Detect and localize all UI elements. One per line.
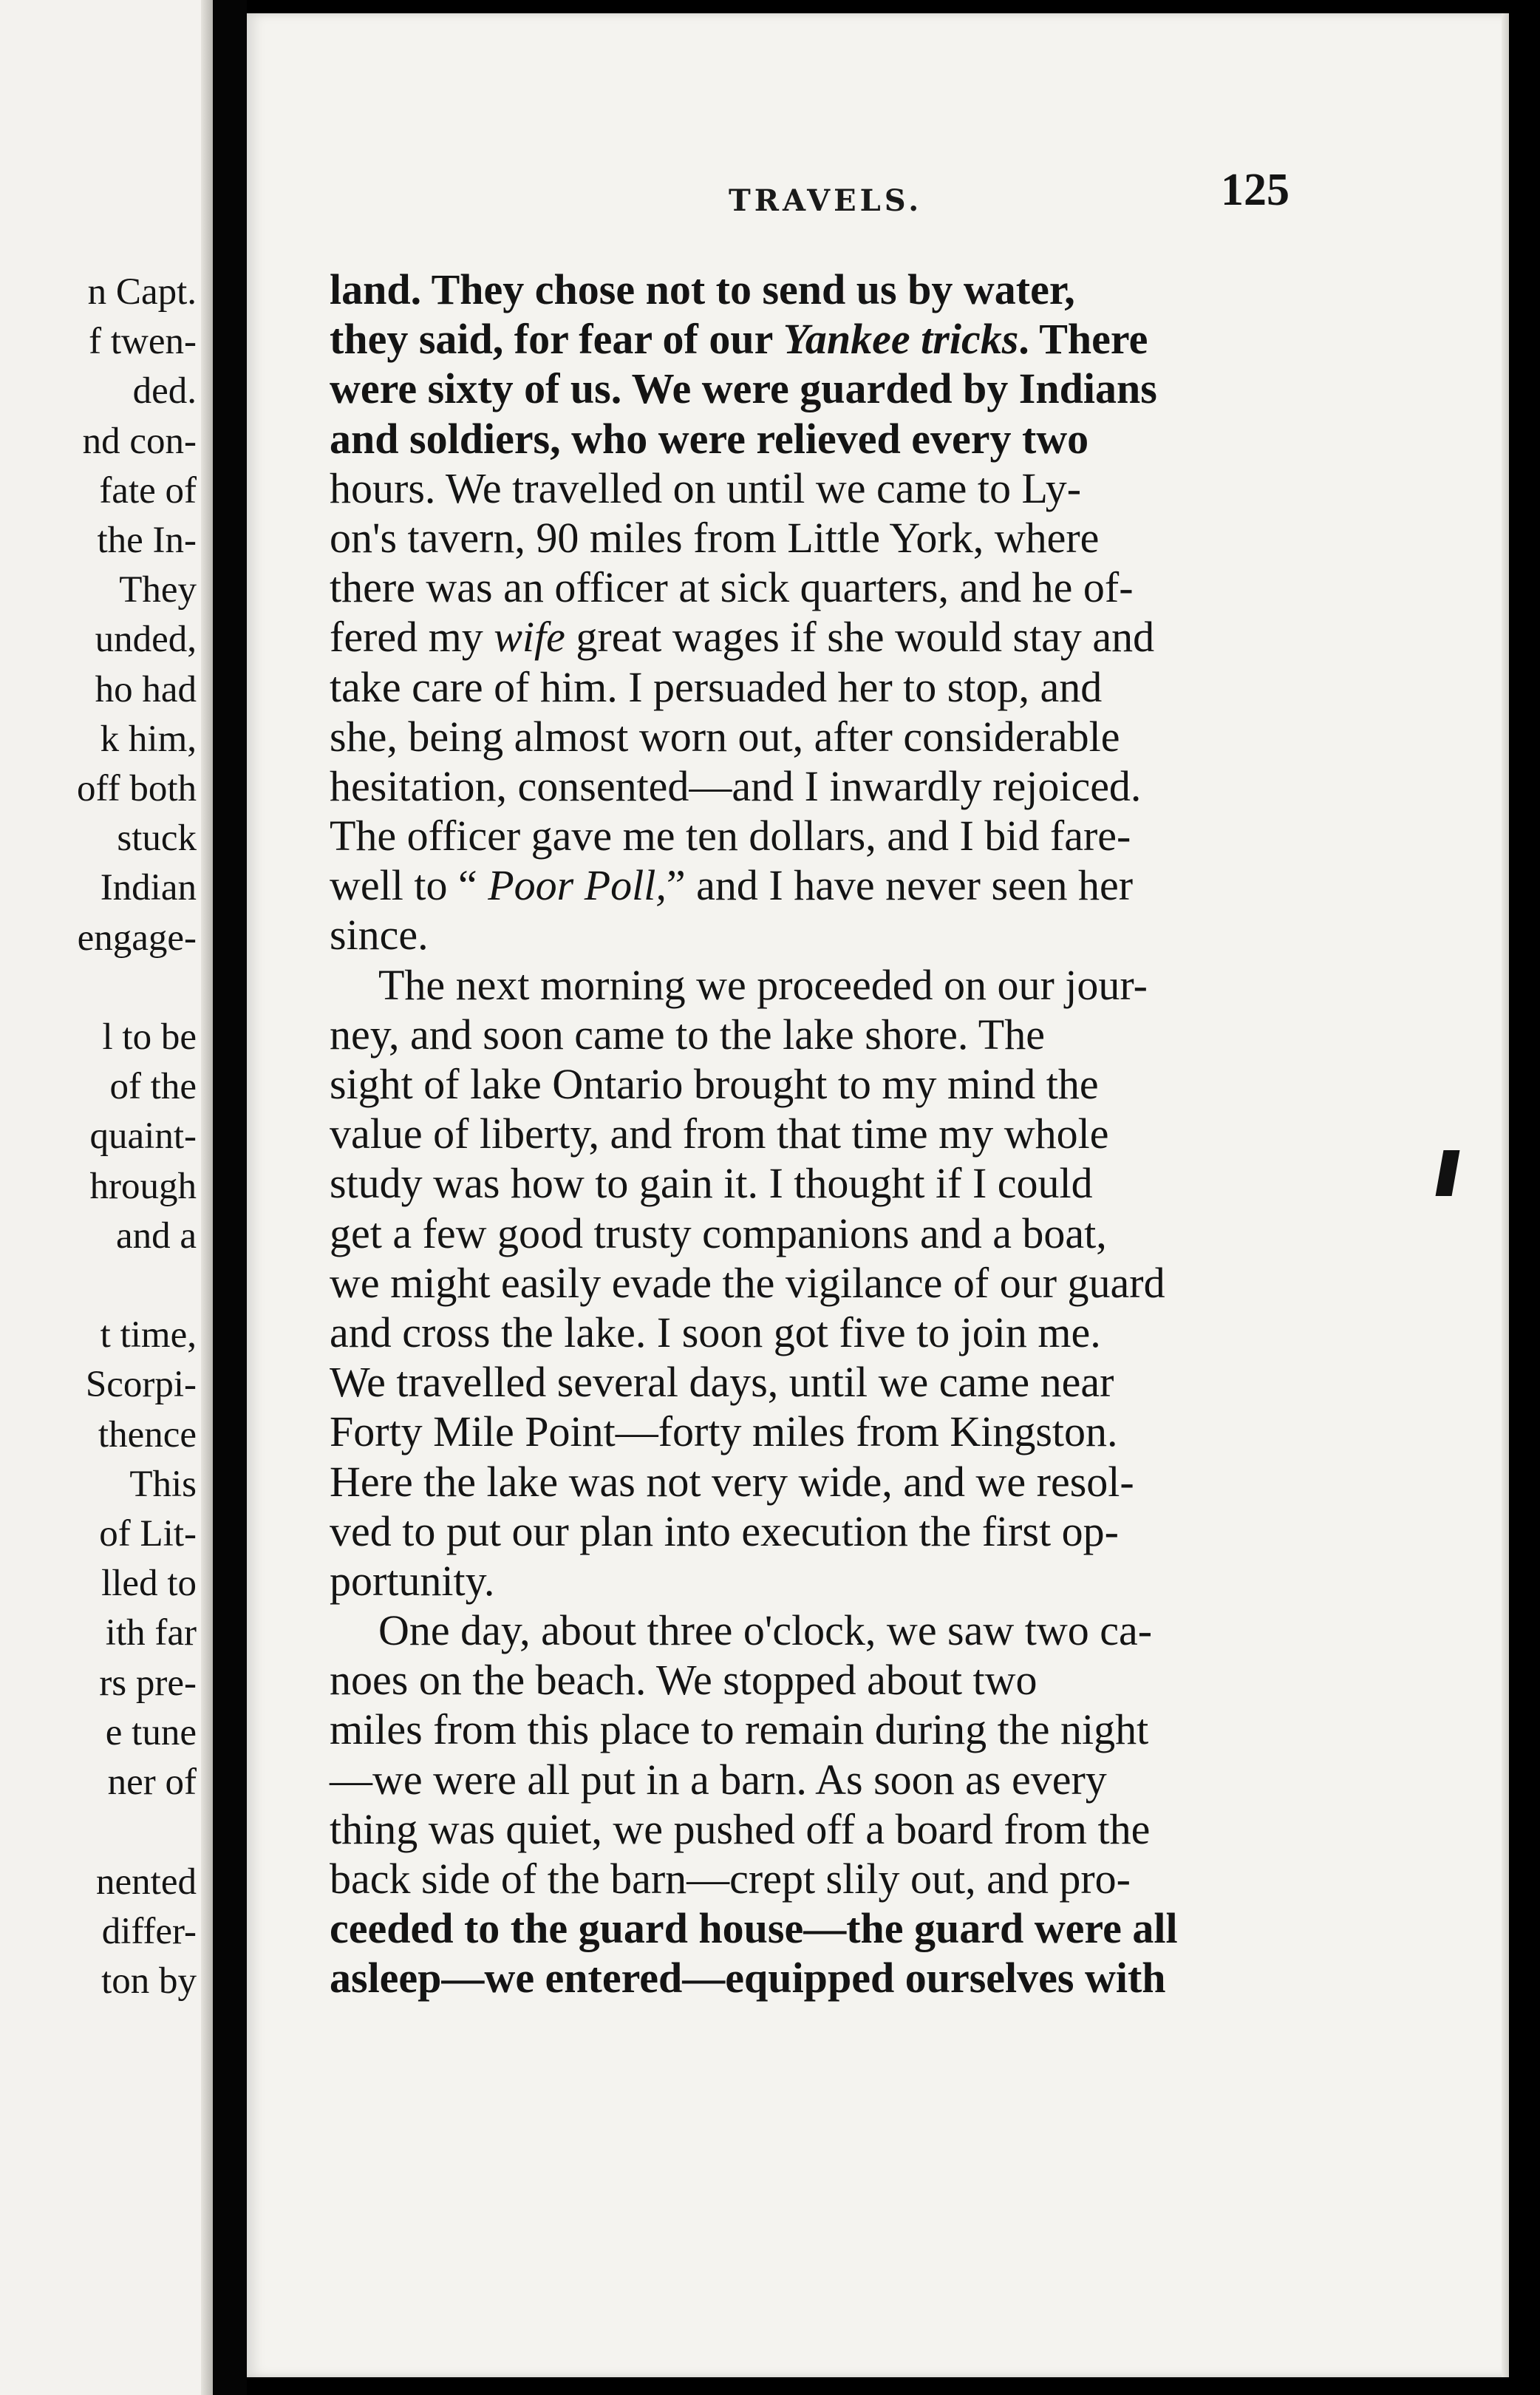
- page-number: 125: [1221, 165, 1289, 215]
- text-line: hesitation, consented—and I inwardly rejoiced.: [330, 761, 1142, 810]
- facing-page-line: of Lit-: [99, 1513, 197, 1555]
- text-line: back side of the barn—crept slily out, and pro-: [330, 1855, 1131, 1903]
- text-line: asleep—we entered—equipped ourselves with: [330, 1954, 1166, 2002]
- facing-page-line: f twen-: [89, 321, 197, 363]
- text-line: fered my wife great wages if she would stay and: [330, 613, 1155, 662]
- facing-page-line: quaint-: [89, 1115, 197, 1158]
- text-line: One day, about three o'clock, we saw two ca-: [378, 1606, 1153, 1655]
- facing-page-line: ith far: [105, 1612, 197, 1654]
- facing-page-line: [77, 963, 197, 1013]
- text-line: we might easily evade the vigilance of our guard: [330, 1258, 1165, 1307]
- facing-page-line: Indian: [100, 867, 197, 909]
- facing-page-line: hrough: [89, 1165, 197, 1207]
- facing-page-line: Scorpi-: [85, 1364, 197, 1406]
- facing-page-line: rs pre-: [99, 1662, 197, 1704]
- text-line: were sixty of us. We were guarded by Indians: [330, 364, 1157, 413]
- facing-page-line: unded,: [95, 619, 197, 661]
- page-fold: [201, 0, 213, 2395]
- text-line: ved to put our plan into execution the first op-: [330, 1506, 1119, 1555]
- text-line: We travelled several days, until we came near: [330, 1358, 1114, 1407]
- text-line: get a few good trusty companions and a boat,: [330, 1209, 1107, 1257]
- facing-page-line: [77, 1261, 197, 1311]
- facing-page-line: engage-: [77, 917, 197, 959]
- facing-page-line: lled to: [101, 1563, 197, 1605]
- text-line: ceeded to the guard house—the guard were all: [330, 1904, 1178, 1953]
- facing-page-line: t time,: [100, 1314, 197, 1356]
- text-line: well to “ Poor Poll,” and I have never seen her: [330, 861, 1134, 910]
- facing-page-line: ner of: [107, 1762, 197, 1804]
- facing-page-line: thence: [98, 1413, 197, 1455]
- facing-page-line: ded.: [132, 370, 197, 412]
- facing-page-line: They: [119, 569, 197, 611]
- facing-page-line: stuck: [117, 818, 197, 860]
- text-line: land. They chose not to send us by water,: [330, 265, 1075, 313]
- facing-page-line: ton by: [101, 1960, 197, 2002]
- facing-page-line: nented: [96, 1861, 197, 1903]
- text-line: study was how to gain it. I thought if I could: [330, 1159, 1093, 1208]
- text-line: value of liberty, and from that time my whole: [330, 1110, 1109, 1158]
- facing-page-line: the In-: [97, 520, 197, 562]
- text-line: The next morning we proceeded on our jour-: [378, 960, 1148, 1009]
- text-line: since.: [330, 911, 429, 959]
- facing-page-line: k him,: [100, 718, 197, 760]
- text-line: Forty Mile Point—forty miles from Kingston.: [330, 1407, 1118, 1456]
- facing-page-fragment: [0, 0, 213, 2395]
- text-line: sight of lake Ontario brought to my mind the: [330, 1060, 1099, 1108]
- text-line: The officer gave me ten dollars, and I bid fare-: [330, 812, 1131, 860]
- text-line: she, being almost worn out, after considerable: [330, 712, 1120, 761]
- facing-page-text: [77, 268, 197, 2006]
- text-line: Here the lake was not very wide, and we resol-: [330, 1457, 1134, 1506]
- facing-page-line: and a: [115, 1215, 197, 1257]
- facing-page-line: of the: [109, 1066, 197, 1108]
- facing-page-line: e tune: [105, 1711, 197, 1753]
- facing-page-line: off both: [77, 768, 197, 810]
- text-line: —we were all put in a barn. As soon as every: [330, 1755, 1107, 1804]
- facing-page-line: l to be: [102, 1016, 197, 1059]
- text-line: take care of him. I persuaded her to stop, and: [330, 662, 1103, 711]
- facing-page-line: differ-: [101, 1910, 197, 1952]
- text-line: on's tavern, 90 miles from Little York, where: [330, 513, 1100, 562]
- text-line: portunity.: [330, 1556, 495, 1605]
- page-edge: [1502, 13, 1509, 2377]
- text-line: ney, and soon came to the lake shore. The: [330, 1010, 1045, 1059]
- facing-page-line: nd con-: [82, 420, 197, 462]
- text-line: thing was quiet, we pushed off a board from the: [330, 1804, 1151, 1853]
- text-line: they said, for fear of our Yankee tricks. There: [330, 315, 1148, 364]
- body-text: [330, 265, 1292, 2003]
- text-line: hours. We travelled on until we came to Ly-: [330, 463, 1082, 512]
- facing-page-line: fate of: [99, 469, 197, 512]
- facing-page-line: n Capt.: [87, 271, 197, 313]
- running-head: TRAVELS.: [729, 183, 923, 218]
- facing-page-line: This: [129, 1463, 197, 1505]
- text-line: noes on the beach. We stopped about two: [330, 1656, 1038, 1705]
- facing-page-line: [77, 1807, 197, 1857]
- text-line: miles from this place to remain during the night: [330, 1705, 1149, 1754]
- text-line: and soldiers, who were relieved every two: [330, 414, 1089, 463]
- text-line: and cross the lake. I soon got five to join me.: [330, 1308, 1101, 1356]
- text-line: there was an officer at sick quarters, and he of-: [330, 563, 1134, 612]
- facing-page-line: ho had: [95, 668, 197, 710]
- book-gutter: [213, 0, 247, 2395]
